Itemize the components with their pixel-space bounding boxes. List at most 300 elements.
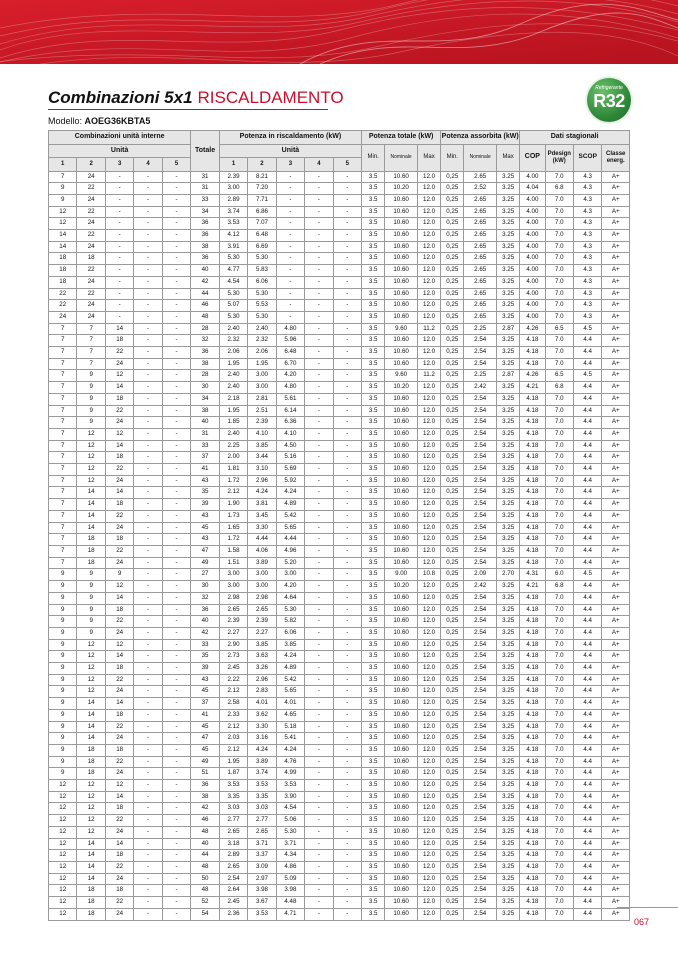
table-cell: A+ [602,323,630,335]
table-cell: 7.0 [545,311,573,323]
table-cell: - [333,780,361,792]
table-cell: - [305,440,333,452]
table-cell: - [134,908,162,920]
table-cell: 3.25 [497,218,520,230]
table-cell: 4.12 [219,230,247,242]
table-cell: 0,25 [441,581,464,593]
table-cell: 2.54 [464,826,497,838]
table-cell: 10.8 [417,569,440,581]
table-cell: 10.60 [385,253,418,265]
table-cell: - [162,358,191,370]
table-cell: - [305,744,333,756]
table-cell: 0,25 [441,721,464,733]
table-cell: 7 [77,335,105,347]
table-cell: 0,25 [441,358,464,370]
refrigerant-badge-label: R32 [593,91,625,111]
table-cell: 24 [77,311,105,323]
table-cell: 10.60 [385,218,418,230]
table-cell: 0,25 [441,417,464,429]
table-cell: 4.4 [573,335,601,347]
table-cell: 22 [105,405,133,417]
table-cell: - [305,311,333,323]
table-cell: 0,25 [441,803,464,815]
table-cell: 10.60 [385,604,418,616]
table-cell: 7.0 [545,850,573,862]
table-cell: 9 [49,768,77,780]
table-cell: 4.20 [276,581,304,593]
table-cell: 3.5 [362,253,385,265]
table-cell: 3.5 [362,581,385,593]
table-cell: 3.5 [362,826,385,838]
table-cell: 4.20 [276,370,304,382]
table-cell: 10.60 [385,311,418,323]
table-cell: 24 [105,908,133,920]
table-cell: 3.5 [362,768,385,780]
table-cell: - [333,534,361,546]
group-combinazioni: Combinazioni unità interne [49,131,191,145]
table-cell: 0,25 [441,499,464,511]
table-cell: 7 [49,510,77,522]
table-cell: 4.3 [573,265,601,277]
table-cell: 7.0 [545,768,573,780]
table-cell: - [134,288,162,300]
table-cell: - [333,873,361,885]
table-row [49,323,630,335]
table-cell: - [305,265,333,277]
table-cell: 3.5 [362,522,385,534]
table-cell: - [162,873,191,885]
table-row [49,721,630,733]
table-cell: 2.42 [464,581,497,593]
table-cell: 39 [191,663,219,675]
table-cell: 4.4 [573,347,601,359]
table-cell: - [276,276,304,288]
table-row [49,651,630,663]
table-cell: 4.3 [573,194,601,206]
table-cell: A+ [602,487,630,499]
table-row [49,698,630,710]
header-unita-right: Unità [219,144,361,158]
table-cell: 12 [77,440,105,452]
table-cell: 4.18 [520,534,545,546]
table-cell: - [162,487,191,499]
table-cell: 12.0 [417,288,440,300]
table-cell: 12.0 [417,791,440,803]
table-cell: 7.0 [545,897,573,909]
table-cell: 4.3 [573,171,601,183]
table-cell: 4.86 [276,861,304,873]
table-cell: 12.0 [417,194,440,206]
table-cell: A+ [602,674,630,686]
table-cell: - [333,241,361,253]
table-cell: 3.5 [362,639,385,651]
table-cell: 2.39 [248,417,276,429]
table-cell: 4.4 [573,873,601,885]
table-cell: 12.0 [417,908,440,920]
table-cell: 10.60 [385,663,418,675]
table-cell: 7 [49,370,77,382]
table-cell: - [162,230,191,242]
table-cell: 2.54 [464,616,497,628]
table-cell: - [162,698,191,710]
table-cell: 7.0 [545,499,573,511]
table-cell: 12.0 [417,276,440,288]
table-cell: 4.89 [276,663,304,675]
table-cell: - [162,885,191,897]
table-cell: 44 [191,288,219,300]
table-row [49,311,630,323]
table-cell: 10.60 [385,546,418,558]
table-cell: - [134,464,162,476]
table-cell: 14 [77,709,105,721]
table-row [49,194,630,206]
table-cell: 3.25 [497,873,520,885]
table-cell: 2.65 [464,171,497,183]
table-cell: 4.18 [520,651,545,663]
table-cell: - [134,323,162,335]
table-cell: - [162,604,191,616]
table-cell: 7.0 [545,674,573,686]
table-cell: - [162,721,191,733]
table-cell: 18 [77,885,105,897]
table-cell: 10.60 [385,639,418,651]
table-cell: 3.53 [248,780,276,792]
table-cell: 22 [77,288,105,300]
table-cell: - [305,791,333,803]
table-cell: 3.5 [362,709,385,721]
table-cell: 3.5 [362,698,385,710]
table-cell: 5.06 [276,815,304,827]
table-cell: 9 [77,405,105,417]
table-cell: 4.24 [248,744,276,756]
table-cell: A+ [602,639,630,651]
table-cell: - [134,897,162,909]
table-cell: - [162,897,191,909]
table-cell: 4.4 [573,382,601,394]
table-cell: 2.83 [248,686,276,698]
table-cell: 3.5 [362,218,385,230]
table-cell: 10.60 [385,838,418,850]
table-cell: 7.0 [545,592,573,604]
table-cell: 2.03 [219,733,247,745]
power-col-5: 5 [333,158,361,172]
table-cell: 10.60 [385,780,418,792]
table-cell: 14 [105,698,133,710]
table-cell: 4.4 [573,791,601,803]
header-totale: Totale [191,131,219,172]
table-cell: 12.0 [417,230,440,242]
table-cell: 2.65 [219,861,247,873]
table-cell: - [305,557,333,569]
table-cell: - [305,183,333,195]
table-cell: 3.18 [219,838,247,850]
table-cell: 2.90 [219,639,247,651]
table-cell: - [305,721,333,733]
table-cell: - [134,417,162,429]
table-cell: - [333,733,361,745]
table-cell: 12 [77,803,105,815]
table-cell: 3.25 [497,709,520,721]
table-cell: - [305,709,333,721]
table-cell: 2.54 [464,522,497,534]
table-cell: 2.25 [464,323,497,335]
table-cell: A+ [602,522,630,534]
table-cell: 5.61 [276,393,304,405]
table-cell: - [162,616,191,628]
table-cell: 3.5 [362,265,385,277]
table-cell: 4.18 [520,663,545,675]
table-cell: 30 [191,581,219,593]
table-cell: 14 [77,850,105,862]
table-cell: 3.5 [362,393,385,405]
table-cell: A+ [602,253,630,265]
table-cell: 14 [105,838,133,850]
table-cell: - [333,674,361,686]
table-cell: 7.71 [248,194,276,206]
table-cell: 48 [191,885,219,897]
table-cell: 3.5 [362,592,385,604]
table-cell: 3.62 [248,709,276,721]
table-cell: - [333,288,361,300]
table-cell: 4.31 [520,569,545,581]
table-cell: - [333,323,361,335]
table-cell: 10.60 [385,826,418,838]
table-cell: - [305,534,333,546]
table-cell: 7.0 [545,230,573,242]
table-cell: 9 [49,663,77,675]
table-cell: 3.25 [497,440,520,452]
table-cell: 3.00 [219,183,247,195]
table-cell: 3.37 [248,850,276,862]
table-row [49,428,630,440]
header-scop: SCOP [573,144,601,171]
table-cell: 5.09 [276,873,304,885]
table-cell: 4.4 [573,510,601,522]
table-cell: 2.18 [219,393,247,405]
table-cell: 2.54 [464,417,497,429]
table-cell: - [162,393,191,405]
table-cell: 2.54 [464,604,497,616]
table-cell: 18 [77,768,105,780]
table-cell: 18 [77,534,105,546]
table-cell: 2.65 [464,253,497,265]
table-cell: 4.18 [520,440,545,452]
table-cell: - [305,499,333,511]
table-cell: 12 [49,803,77,815]
table-cell: A+ [602,370,630,382]
table-cell: 12.0 [417,311,440,323]
table-cell: 4.77 [219,265,247,277]
table-cell: 3.00 [248,569,276,581]
table-cell: 3.25 [497,780,520,792]
table-cell: 7.0 [545,194,573,206]
table-cell: - [276,230,304,242]
table-cell: - [134,780,162,792]
table-cell: - [333,194,361,206]
table-cell: 12 [77,686,105,698]
table-cell: - [333,276,361,288]
table-cell: 22 [105,861,133,873]
table-cell: 7.0 [545,826,573,838]
table-cell: - [162,288,191,300]
table-cell: 3.25 [497,534,520,546]
table-cell: 7 [49,499,77,511]
table-row [49,674,630,686]
table-cell: - [333,464,361,476]
table-cell: 3.67 [248,897,276,909]
table-cell: A+ [602,803,630,815]
table-cell: - [162,744,191,756]
table-cell: 3.5 [362,861,385,873]
table-cell: 3.5 [362,405,385,417]
table-cell: 10.60 [385,557,418,569]
table-cell: 40 [191,265,219,277]
table-cell: 12 [77,475,105,487]
table-cell: 14 [77,721,105,733]
table-cell: A+ [602,663,630,675]
table-cell: - [276,241,304,253]
table-cell: 3.5 [362,897,385,909]
table-cell: A+ [602,405,630,417]
table-row [49,803,630,815]
table-cell: - [333,382,361,394]
table-cell: 7.20 [248,183,276,195]
unit-col-4: 4 [134,158,162,172]
table-cell: 3.5 [362,733,385,745]
table-cell: 6.48 [248,230,276,242]
table-cell: 7.0 [545,206,573,218]
table-cell: 5.42 [276,510,304,522]
table-cell: 7.0 [545,721,573,733]
table-cell: 2.65 [464,218,497,230]
table-cell: A+ [602,826,630,838]
table-cell: 2.65 [464,206,497,218]
table-cell: - [134,393,162,405]
table-row [49,300,630,312]
table-cell: - [105,230,133,242]
table-cell: 3.5 [362,663,385,675]
table-cell: 10.60 [385,861,418,873]
table-cell: - [134,206,162,218]
table-cell: 7.0 [545,627,573,639]
table-cell: 3.25 [497,405,520,417]
table-cell: 2.65 [464,311,497,323]
table-cell: 4.4 [573,464,601,476]
table-cell: 12 [49,791,77,803]
table-cell: - [162,253,191,265]
table-cell: 24 [105,627,133,639]
table-cell: A+ [602,815,630,827]
table-cell: 6.0 [545,569,573,581]
table-cell: - [134,838,162,850]
table-cell: 10.60 [385,452,418,464]
table-cell: 7.0 [545,358,573,370]
table-cell: 36 [191,780,219,792]
table-cell: - [333,335,361,347]
table-cell: - [134,698,162,710]
table-cell: - [305,452,333,464]
table-cell: 12 [49,826,77,838]
table-cell: - [333,206,361,218]
table-cell: 4.26 [520,323,545,335]
table-cell: 7 [49,557,77,569]
table-cell: 9.60 [385,323,418,335]
table-cell: 2.54 [464,487,497,499]
table-cell: 3.5 [362,838,385,850]
table-row [49,241,630,253]
table-cell: 10.60 [385,206,418,218]
table-cell: - [134,499,162,511]
table-cell: - [162,475,191,487]
table-cell: - [333,850,361,862]
table-cell: 4.18 [520,897,545,909]
table-cell: 38 [191,791,219,803]
table-cell: 3.5 [362,791,385,803]
table-cell: - [162,803,191,815]
table-cell: 3.98 [248,885,276,897]
table-cell: 2.00 [219,452,247,464]
table-cell: A+ [602,627,630,639]
table-cell: 3.25 [497,546,520,558]
table-cell: 4.3 [573,300,601,312]
table-cell: A+ [602,499,630,511]
table-cell: A+ [602,440,630,452]
table-cell: 3.25 [497,171,520,183]
table-cell: 12 [105,581,133,593]
table-cell: 3.00 [219,581,247,593]
table-cell: 2.54 [464,897,497,909]
table-cell: 3.5 [362,440,385,452]
header-max: Max [417,144,440,171]
table-cell: 4.4 [573,756,601,768]
table-cell: 12.0 [417,873,440,885]
table-cell: 0,25 [441,791,464,803]
table-cell: 4.4 [573,768,601,780]
table-cell: 1.95 [219,405,247,417]
table-cell: A+ [602,908,630,920]
table-cell: 40 [191,417,219,429]
table-cell: 7 [49,452,77,464]
table-cell: 3.10 [248,464,276,476]
table-cell: - [305,838,333,850]
table-row [49,171,630,183]
table-cell: 18 [77,897,105,909]
table-cell: 4.18 [520,873,545,885]
table-cell: 10.60 [385,194,418,206]
table-cell: 2.65 [464,265,497,277]
table-cell: 0,25 [441,347,464,359]
table-cell: - [305,651,333,663]
table-cell: - [305,698,333,710]
table-cell: 3.90 [276,791,304,803]
table-cell: 7 [49,417,77,429]
table-cell: 0,25 [441,569,464,581]
table-cell: 0,25 [441,183,464,195]
table-cell: 2.77 [248,815,276,827]
table-cell: 0,25 [441,428,464,440]
table-cell: 9 [49,639,77,651]
table-cell: - [305,288,333,300]
table-row [49,487,630,499]
table-cell: 12.0 [417,663,440,675]
table-cell: - [333,604,361,616]
table-cell: - [134,311,162,323]
header-min-2: Min. [441,144,464,171]
table-cell: - [305,393,333,405]
table-cell: A+ [602,534,630,546]
table-cell: 3.25 [497,335,520,347]
table-cell: - [276,253,304,265]
